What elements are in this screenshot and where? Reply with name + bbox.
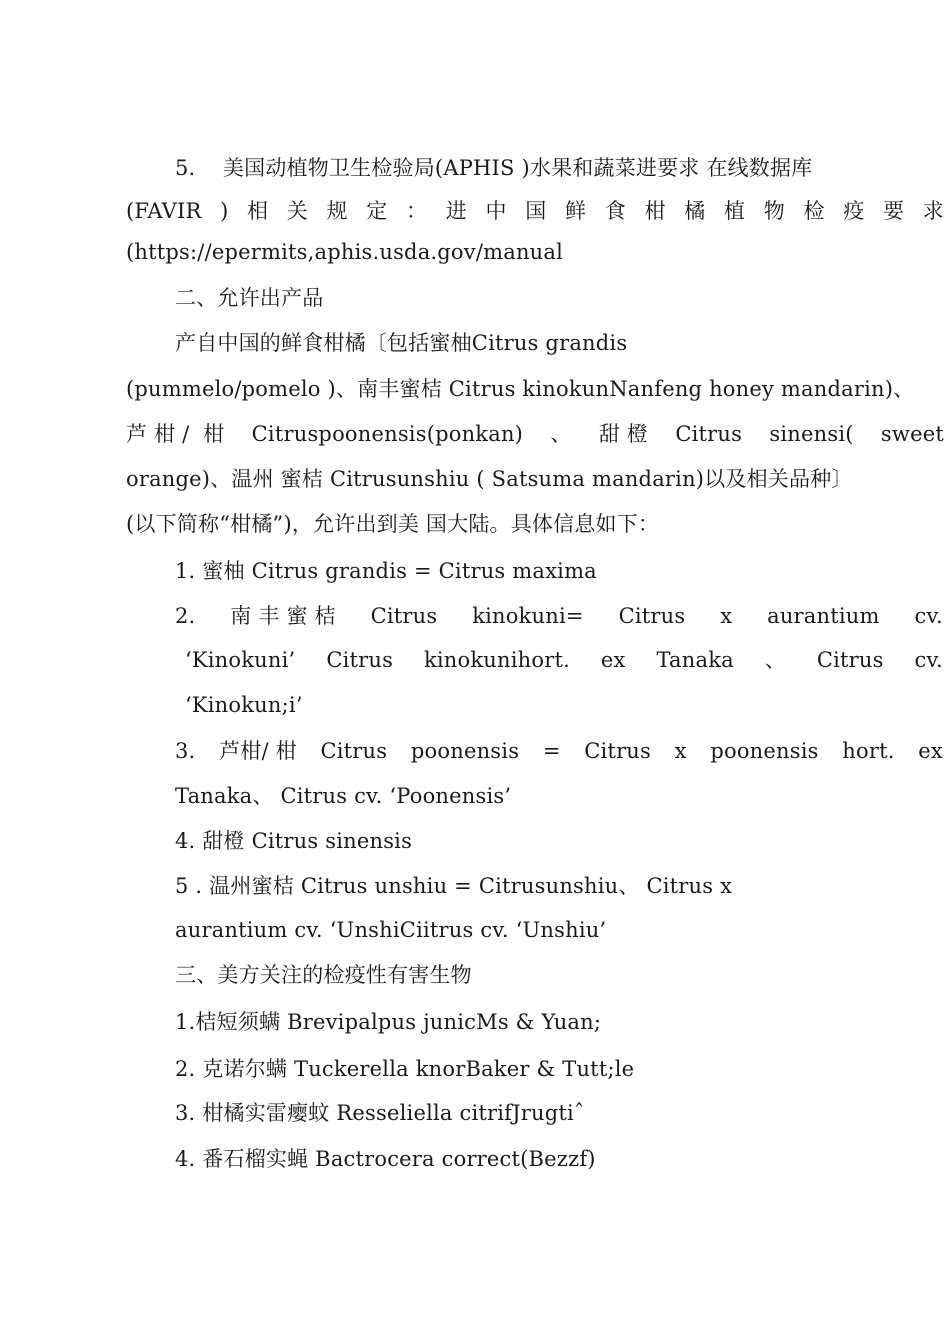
list-item-2-line-2-token: Citrus (816, 648, 884, 672)
list-item-1: 1. 蜜柚 Citrus grandis = Citrus maxima (175, 559, 597, 583)
list-item-2-line-2-token: ‘Kinokuni’ (185, 648, 296, 672)
paragraph-line-5: (以下简称“柑橘”)，允许出到美 国大陆。具体信息如下： (126, 512, 660, 536)
paragraph-line-2: (pummelo/pomelo )、南丰蜜桔 Citrus kinokunNanfeng honey mandarin)、 (126, 377, 915, 401)
paragraph-line-3-token: 芦 柑 / 柑 (126, 422, 225, 446)
text-line-url: (https://epermits,aphis.usda.gov/manual (126, 240, 564, 264)
text-line-2-token: 规 (326, 199, 348, 223)
text-line-2-token: 关 (286, 199, 308, 223)
text-line-2-token: 物 (763, 199, 785, 223)
paragraph-line-3-token: 甜 橙 (598, 422, 649, 446)
text-line-2-token: 鲜 (565, 199, 587, 223)
list-item-3-line-1-token: ex (918, 739, 943, 763)
paragraph-line-3-token: sinensi( (769, 422, 854, 446)
text-line-2-token: 定 (366, 199, 388, 223)
list-item-2-line-2-token: ex (600, 648, 626, 672)
list-item-3-line-1-token: poonensis (410, 739, 520, 763)
list-item-2-line-2 (185, 646, 943, 674)
list-item-2-line-2-token: 、 (764, 648, 786, 672)
list-item-3-line-1-token: 3. (175, 739, 196, 763)
text-line-2-token: 柑 (644, 199, 666, 223)
text-line-2-token: 检 (803, 199, 825, 223)
text-line-2-token: 要 (883, 199, 905, 223)
text-line-2-token: 疫 (843, 199, 865, 223)
text-line-2-token: 国 (525, 199, 547, 223)
list-item-2-line-2-token: Citrus (326, 648, 394, 672)
list-item-2-line-2-token: cv. (914, 648, 943, 672)
paragraph-line-3-token: 、 (550, 422, 572, 446)
list-item-2-line-1-token: Citrus (618, 604, 686, 628)
pest-item-4: 4. 番石榴实蝇 Bactrocera correct(Bezzf) (175, 1147, 596, 1171)
pest-item-3: 3. 柑橘实雷瘿蚊 Resseliella citrifJrugtiˆ (175, 1101, 585, 1125)
list-item-2-line-2-token: Tanaka (656, 648, 734, 672)
list-item-3-line-1-token: = (542, 739, 561, 763)
list-item-5-line-2: aurantium cv. ‘UnshiCiitrus cv. ‘Unshiu’ (175, 918, 607, 942)
text-line-2-token: ： (406, 199, 428, 223)
pest-item-1: 1.桔短须螨 Brevipalpus junicMs & Yuan; (175, 1010, 602, 1034)
text-line-2-token: 求 (922, 199, 944, 223)
list-item-3-line-1-token: Citrus (584, 739, 652, 763)
list-item-3-line-1 (175, 737, 943, 765)
text-line-2-token: 进 (445, 199, 467, 223)
text-line-2-token: (FAVIR (126, 199, 202, 223)
text-line-2-token: 相 (247, 199, 269, 223)
text-line-2-token: 橘 (684, 199, 706, 223)
list-item-2-line-1-token: x (720, 604, 733, 628)
list-item-2-line-2-token: kinokunihort. (423, 648, 570, 672)
text-line-2-token: 植 (724, 199, 746, 223)
text-line-2 (126, 197, 944, 225)
paragraph-line-4: orange)、温州 蜜桔 Citrusunshiu ( Satsuma mandarin)以及相关品种〕 (126, 467, 853, 491)
list-item-4: 4. 甜橙 Citrus sinensis (175, 829, 413, 853)
list-item-2-line-1-token: 2. (175, 604, 196, 628)
list-item-2-line-1-token: kinokuni= (472, 604, 584, 628)
list-item-3-line-2: Tanaka、 Citrus cv. ‘Poonensis’ (175, 784, 512, 808)
list-item-2-line-1-token: Citrus (370, 604, 438, 628)
list-item-5-line-1: 5 . 温州蜜桔 Citrus unshiu = Citrusunshiu、 Citrus x (175, 874, 733, 898)
text-line-2-token: ) (220, 199, 229, 223)
list-item-2-line-1 (175, 602, 943, 630)
text-line-2-token: 中 (485, 199, 507, 223)
text-line-2-token: 食 (604, 199, 626, 223)
list-item-2-line-1-token: cv. (914, 604, 943, 628)
paragraph-line-3-token: Citrus (675, 422, 743, 446)
list-item-3-line-1-token: hort. (842, 739, 895, 763)
pest-item-2: 2. 克诺尔螨 Tuckerella knorBaker & Tutt;le (175, 1057, 635, 1081)
paragraph-line-1: 产自中国的鲜食柑橘〔包括蜜柚Citrus grandis (175, 331, 628, 355)
text-line-1: 5. 美国动植物卫生检验局(APHIS )水果和蔬菜进要求 在线数据库 (175, 156, 813, 180)
list-item-2-line-1-token: aurantium (767, 604, 880, 628)
paragraph-line-3-token: Citruspoonensis(ponkan) (251, 422, 524, 446)
list-item-3-line-1-token: x (674, 739, 687, 763)
section-heading-3: 三、美方关注的检疫性有害生物 (175, 963, 472, 987)
list-item-2-line-3: ‘Kinokun;i’ (185, 693, 303, 717)
paragraph-line-3 (126, 420, 944, 448)
list-item-3-line-1-token: Citrus (320, 739, 388, 763)
list-item-3-line-1-token: poonensis (710, 739, 819, 763)
paragraph-line-3-token: sweet (880, 422, 944, 446)
list-item-3-line-1-token: 芦柑/ 柑 (219, 739, 297, 763)
section-heading-2: 二、允许出产品 (175, 286, 324, 310)
list-item-2-line-1-token: 南 丰 蜜 桔 (230, 604, 336, 628)
